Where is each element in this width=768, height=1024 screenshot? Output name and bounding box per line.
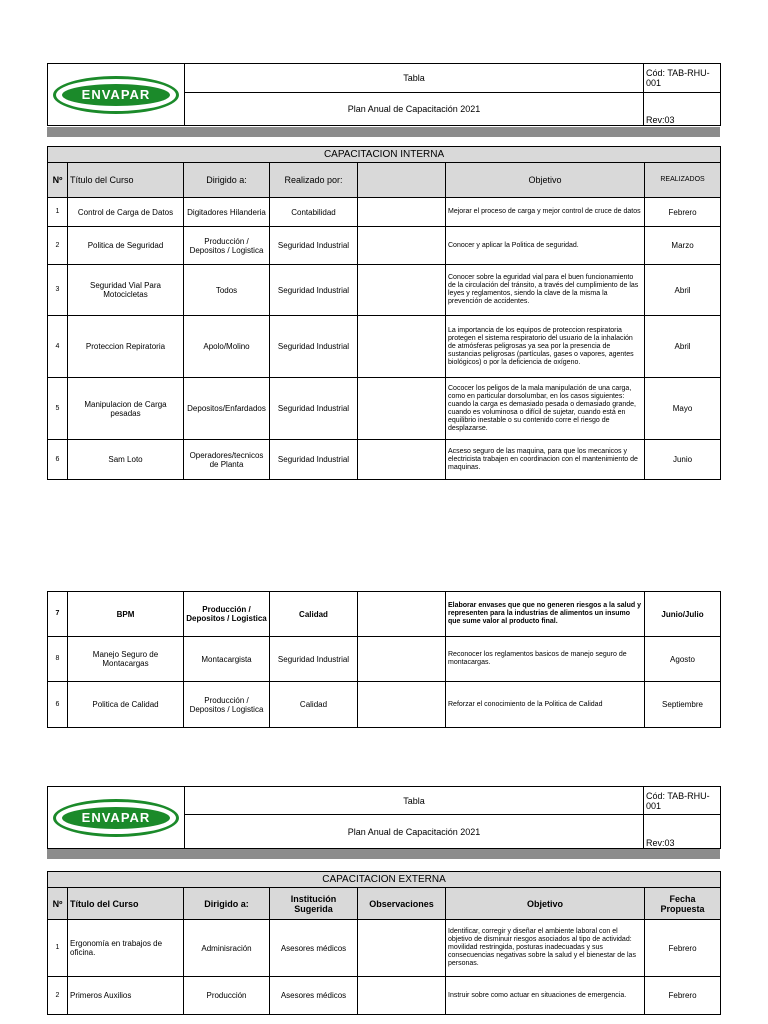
col-objetivo: Objetivo (446, 888, 645, 920)
row-obs (358, 198, 446, 227)
col-fecha: Fecha Propuesta (645, 888, 721, 920)
row-obs (358, 977, 446, 1015)
col-observaciones: Observaciones (358, 888, 446, 920)
row-titulo: Politica de Seguridad (68, 227, 184, 265)
header-rev: Rev:03 (644, 815, 721, 849)
table-row (48, 265, 721, 316)
table-row (48, 316, 721, 378)
row-mes: Septiembre (645, 682, 721, 728)
row-objetivo: Acseso seguro de las maquina, para que los mecanicos y electricista trabajen en coordinacion con el mantenimiento de maquinas. (446, 440, 645, 480)
row-obs (358, 316, 446, 378)
header-divider (47, 127, 720, 137)
row-obs (358, 378, 446, 440)
row-titulo: Primeros Auxilios (68, 977, 184, 1015)
row-realizado: Seguridad Industrial (270, 227, 358, 265)
header-title: Tabla (185, 787, 644, 815)
interna-table (47, 146, 721, 480)
interna-band: CAPACITACION INTERNA (48, 147, 721, 163)
row-objetivo: Cococer los peligos de la mala manipulación de una carga, como en particular dorsolumbar, en los casos siguientes: cuando la carga es demasiado pesada o demasiado grande, cuando es voluminosa o difícil de sujetar, cuando está en equilibrio inestable o su contenido corre el riesgo de desplazarse. (446, 378, 645, 440)
row-obs (358, 227, 446, 265)
row-realizado: Contabilidad (270, 198, 358, 227)
col-blank (358, 163, 446, 198)
row-mes: Junio (645, 440, 721, 480)
header-subtitle: Plan Anual de Capacitación 2021 (185, 93, 644, 126)
row-titulo: Sam Loto (68, 440, 184, 480)
interna-continuation-table (47, 591, 721, 728)
row-titulo: Control de Carga de Datos (68, 198, 184, 227)
row-num: 6 (48, 440, 68, 480)
row-fecha: Febrero (645, 920, 721, 977)
document-header (47, 63, 721, 126)
row-mes: Junio/Julio (645, 592, 721, 637)
row-obs (358, 265, 446, 316)
row-num: 6 (48, 682, 68, 728)
row-obs (358, 637, 446, 682)
row-institucion: Asesores médicos (270, 920, 358, 977)
table-row (48, 440, 721, 480)
row-obs (358, 592, 446, 637)
row-dirigido: Apolo/Molino (184, 316, 270, 378)
row-realizado: Seguridad Industrial (270, 265, 358, 316)
logo-cell (48, 64, 185, 126)
table-row (48, 920, 721, 977)
row-mes: Mayo (645, 378, 721, 440)
row-realizado: Seguridad Industrial (270, 440, 358, 480)
row-objetivo: Conocer sobre la eguridad vial para el buen funcionamiento de la circulación del tránsito, a través del cumplimiento de las leyes y reglamentos, siendo la clave de la misma la prevención de accidentes. (446, 265, 645, 316)
col-dirigido: Dirigido a: (184, 888, 270, 920)
row-obs (358, 682, 446, 728)
table-row (48, 227, 721, 265)
envapar-logo: ENVAPAR (50, 799, 182, 837)
row-num: 3 (48, 265, 68, 316)
col-num: Nº (48, 888, 68, 920)
table-row (48, 378, 721, 440)
externa-header-row (48, 888, 721, 920)
row-dirigido: Montacargista (184, 637, 270, 682)
row-num: 2 (48, 227, 68, 265)
row-num: 4 (48, 316, 68, 378)
row-num: 1 (48, 198, 68, 227)
table-row (48, 977, 721, 1015)
header-code: Cód: TAB-RHU- 001 (644, 64, 721, 93)
row-dirigido: Producción / Depositos / Logistica (184, 592, 270, 637)
row-titulo: Politica de Calidad (68, 682, 184, 728)
table-row (48, 637, 721, 682)
row-dirigido: Adminisración (184, 920, 270, 977)
col-titulo: Título del Curso (68, 163, 184, 198)
col-realizado: Realizado por: (270, 163, 358, 198)
row-objetivo: Identificar, corregir y diseñar el ambiente laboral con el objetivo de disminuir riesgos asociados al tipo de actividad: movilidad restringida, posturas inadecuadas y sus consecuencias negativas sobre la salud y el bienestar de las personas. (446, 920, 645, 977)
row-num: 7 (48, 592, 68, 637)
row-objetivo: Instruir sobre como actuar en situaciones de emergencia. (446, 977, 645, 1015)
row-dirigido: Producción / Depositos / Logistica (184, 682, 270, 728)
row-mes: Marzo (645, 227, 721, 265)
row-titulo: Manipulacion de Carga pesadas (68, 378, 184, 440)
row-realizado: Seguridad Industrial (270, 378, 358, 440)
row-num: 2 (48, 977, 68, 1015)
row-objetivo: Reforzar el conocimiento de la Politica de Calidad (446, 682, 645, 728)
col-objetivo: Objetivo (446, 163, 645, 198)
row-dirigido: Operadores/tecnicos de Planta (184, 440, 270, 480)
row-obs (358, 920, 446, 977)
header-subtitle: Plan Anual de Capacitación 2021 (185, 815, 644, 849)
row-dirigido: Producción (184, 977, 270, 1015)
table-row (48, 682, 721, 728)
row-objetivo: Reconocer los reglamentos basicos de manejo seguro de montacargas. (446, 637, 645, 682)
externa-table (47, 871, 721, 1015)
row-realizado: Seguridad Industrial (270, 637, 358, 682)
header-divider (47, 849, 720, 859)
row-mes: Agosto (645, 637, 721, 682)
row-dirigido: Digitadores Hilanderia (184, 198, 270, 227)
row-dirigido: Todos (184, 265, 270, 316)
row-obs (358, 440, 446, 480)
row-institucion: Asesores médicos (270, 977, 358, 1015)
row-titulo: BPM (68, 592, 184, 637)
row-realizado: Calidad (270, 592, 358, 637)
col-realizados: REALIZADOS (645, 163, 721, 198)
table-row (48, 592, 721, 637)
row-objetivo: Mejorar el proceso de carga y mejor control de cruce de datos (446, 198, 645, 227)
row-titulo: Manejo Seguro de Montacargas (68, 637, 184, 682)
row-dirigido: Producción / Depositos / Logistica (184, 227, 270, 265)
row-realizado: Calidad (270, 682, 358, 728)
row-mes: Febrero (645, 198, 721, 227)
row-num: 1 (48, 920, 68, 977)
table-row (48, 198, 721, 227)
externa-band: CAPACITACION EXTERNA (48, 872, 721, 888)
row-objetivo: La importancia de los equipos de proteccion respiratoria protegen el sistema respiratorio del usuario de la inhalación de atmósferas peligrosas ya sea por la presencia de sustancias peligrosas (partículas, gases o vapores, agentes biológicos) o por la deficiencia de oxígeno. (446, 316, 645, 378)
col-dirigido: Dirigido a: (184, 163, 270, 198)
row-dirigido: Depositos/Enfardados (184, 378, 270, 440)
header-title: Tabla (185, 64, 644, 93)
row-titulo: Seguridad Vial Para Motocicletas (68, 265, 184, 316)
col-institucion: Institución Sugerida (270, 888, 358, 920)
row-titulo: Proteccion Repiratoria (68, 316, 184, 378)
row-num: 5 (48, 378, 68, 440)
row-objetivo: Elaborar envases que que no generen riesgos a la salud y representen para la industrias de alimentos un insumo que sume valor al producto final. (446, 592, 645, 637)
header-rev: Rev:03 (644, 93, 721, 126)
row-mes: Abril (645, 316, 721, 378)
col-num: Nº (48, 163, 68, 198)
row-fecha: Febrero (645, 977, 721, 1015)
row-realizado: Seguridad Industrial (270, 316, 358, 378)
logo-cell (48, 787, 185, 849)
envapar-logo: ENVAPAR (50, 76, 182, 114)
row-num: 8 (48, 637, 68, 682)
row-objetivo: Conocer y aplicar la Politica de seguridad. (446, 227, 645, 265)
col-titulo: Título del Curso (68, 888, 184, 920)
document-header-2 (47, 786, 721, 849)
interna-header-row (48, 163, 721, 198)
header-code: Cód: TAB-RHU- 001 (644, 787, 721, 815)
row-titulo: Ergonomía en trabajos de oficina. (68, 920, 184, 977)
row-mes: Abril (645, 265, 721, 316)
